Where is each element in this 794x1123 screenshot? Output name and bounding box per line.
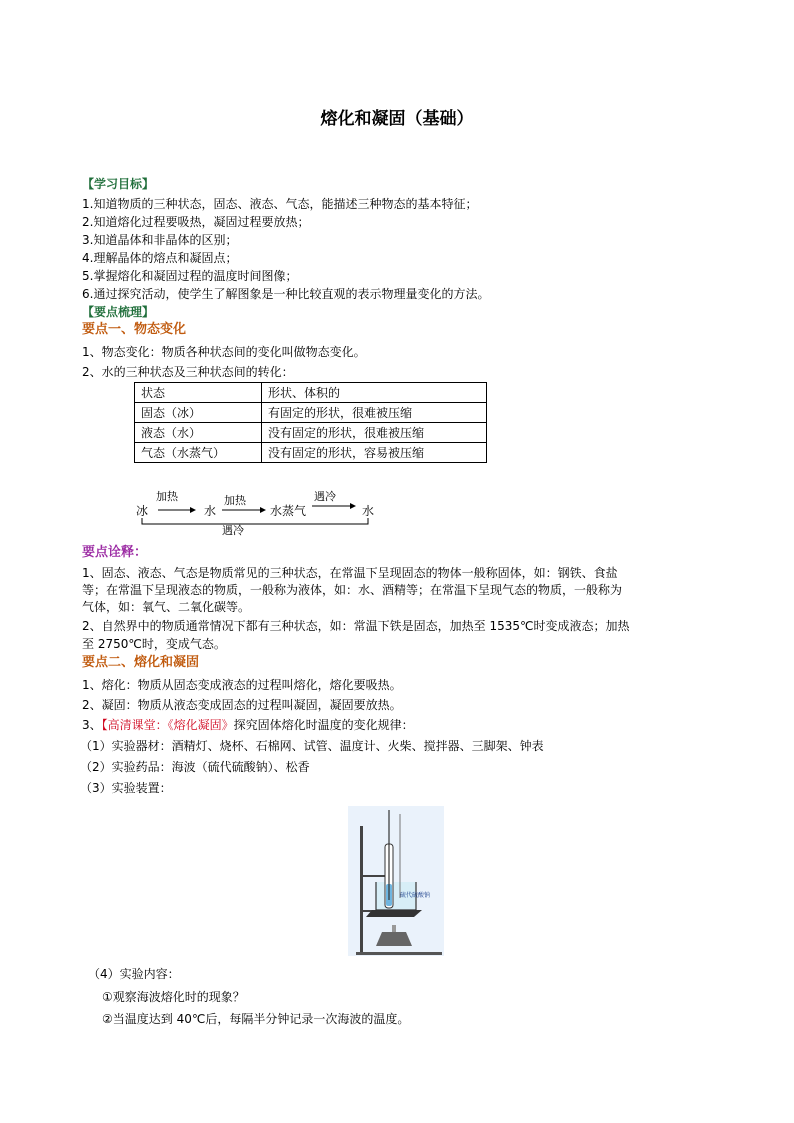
table-header-cell: 状态: [135, 383, 262, 403]
point2-heading: 要点二、熔化和凝固: [82, 655, 200, 670]
step-item: ①观察海波熔化时的现象？: [102, 990, 245, 1004]
equipment-line: （1）实验器材：酒精灯、烧杯、石棉网、试管、温度计、火柴、搅拌器、三脚架、钟表: [80, 739, 544, 753]
course-link[interactable]: 【高清课堂：《熔化凝固》: [101, 718, 234, 732]
line3-rest: 探究固体熔化时温度的变化规律：: [233, 718, 414, 732]
summary-header: 【要点梳理】: [82, 305, 155, 319]
explain-line: 气体，如：氧气、二氧化碳等。: [82, 600, 251, 614]
line3-prefix: 3、: [82, 718, 102, 732]
chemicals-line: （2）实验药品：海波（硫代硫酸钠）、松香: [80, 760, 310, 774]
states-table: [134, 382, 487, 463]
arrow-head: [190, 507, 196, 513]
state-transition-diagram: [130, 488, 390, 542]
setup-line: （3）实验装置：: [80, 781, 172, 795]
objective-item: 3.知道晶体和非晶体的区别；: [82, 233, 238, 247]
table-cell: 固态（冰）: [135, 403, 262, 423]
stand-base: [356, 952, 442, 955]
step-item: ②当温度达到 40℃后，每隔半分钟记录一次海波的温度。: [102, 1012, 410, 1026]
table-row: [135, 423, 487, 443]
figure-label: 硫代硫酸钠: [400, 892, 431, 899]
objective-item: 4.理解晶体的熔点和凝固点；: [82, 251, 238, 265]
explain-line: 1、固态、液态、气态是物质常见的三种状态，在常温下呈现固态的物体一般称固体，如：钢铁、食盐: [82, 566, 618, 580]
arrow-head: [350, 503, 356, 509]
cool-label: 遇冷: [222, 524, 244, 537]
steam-label: 水蒸气: [270, 504, 307, 518]
point2-line2: 2、凝固：物质从液态变成固态的过程叫凝固，凝固要放热。: [82, 698, 402, 712]
table-header-row: [135, 383, 487, 403]
alcohol-lamp-icon: [376, 932, 412, 946]
table-cell: 有固定的形状，很难被压缩: [262, 403, 487, 423]
point2-line1: 1、熔化：物质从固态变成液态的过程叫熔化，熔化要吸热。: [82, 678, 402, 692]
explain-line: 2、自然界中的物质通常情况下都有三种状态，如：常温下铁是固态，加热至 1535℃时变成液态；加热: [82, 619, 630, 633]
table-cell: 气态（水蒸气）: [135, 443, 262, 463]
cool-label: 遇冷: [314, 490, 336, 503]
objectives-header: 【学习目标】: [82, 177, 155, 191]
table-cell: 没有固定的形状，容易被压缩: [262, 443, 487, 463]
ice-label: 冰: [136, 504, 149, 518]
point1-line2: 2、水的三种状态及三种状态间的转化：: [82, 365, 294, 379]
point2-line3: [82, 717, 414, 733]
table-header-cell: 形状、体积的: [262, 383, 487, 403]
objective-item: 5.掌握熔化和凝固过程的温度时间图像；: [82, 269, 298, 283]
water-label: 水: [362, 504, 375, 518]
page-title: 熔化和凝固（基础）: [320, 109, 474, 129]
lamp-wick: [392, 925, 396, 932]
experiment-apparatus-figure: [348, 806, 444, 956]
table-cell: 没有固定的形状，很难被压缩: [262, 423, 487, 443]
heat-label: 加热: [156, 490, 178, 503]
objective-item: 2.知道熔化过程要吸热，凝固过程要放热；: [82, 215, 310, 229]
gauze-icon: [366, 910, 422, 917]
objective-item: 1.知道物质的三种状态，固态、液态、气态，能描述三种物态的基本特征；: [82, 197, 478, 211]
content-line: （4）实验内容：: [88, 967, 180, 981]
objective-item: 6.通过探究活动，使学生了解图象是一种比较直观的表示物理量变化的方法。: [82, 287, 490, 301]
point1-line1: 1、物态变化：物质各种状态间的变化叫做物态变化。: [82, 345, 366, 359]
water-label: 水: [204, 504, 217, 518]
explain-line: 等；在常温下呈现液态的物质，一般称为液体，如：水、酒精等；在常温下呈现气态的物质，一般称为: [82, 583, 623, 597]
bracket-line: [142, 518, 368, 524]
table-cell: 液态（水）: [135, 423, 262, 443]
explain-line: 至 2750℃时，变成气态。: [82, 637, 226, 651]
arrow-head: [260, 507, 266, 513]
explain-heading: 要点诠释：: [82, 545, 148, 560]
table-row: [135, 403, 487, 423]
table-row: [135, 443, 487, 463]
point1-heading: 要点一、物态变化: [82, 322, 187, 337]
heat-label: 加热: [224, 494, 246, 507]
stand-rod: [360, 826, 363, 952]
